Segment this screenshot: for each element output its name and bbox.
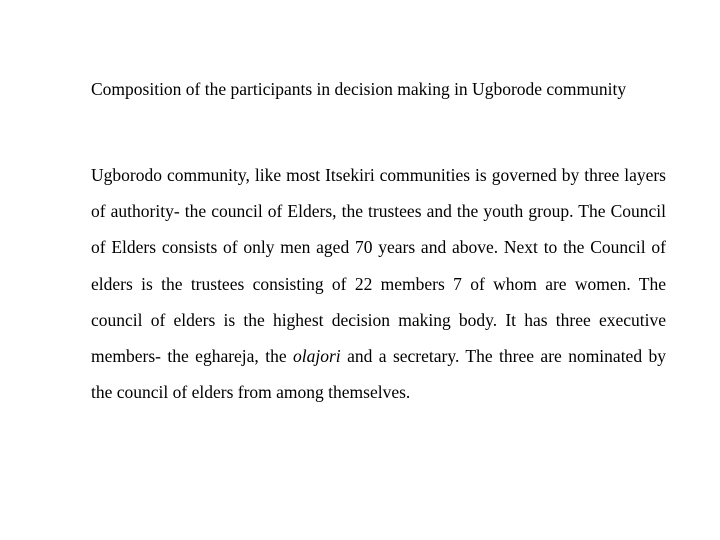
body-italic-term: olajori — [293, 346, 341, 367]
body-paragraph — [91, 157, 666, 410]
body-text-part-2: and a secretary. The three are nominated by the council of elders from among themselves. — [91, 346, 666, 403]
slide-heading: Composition of the participants in decision making in Ugborode community — [91, 79, 627, 99]
body-text-part-1: Ugborodo community, like most Itsekiri communities is governed by three layers of authority- the council of Elders, the trustees and the youth group. The Council of Elders consists of only men aged 70 years and above. Next to the Council of elders is the trustees consisting of 22 members 7 of whom are women. The council of elders is the highest decision making body. It has three executive members- the eghareja, the — [91, 165, 666, 367]
